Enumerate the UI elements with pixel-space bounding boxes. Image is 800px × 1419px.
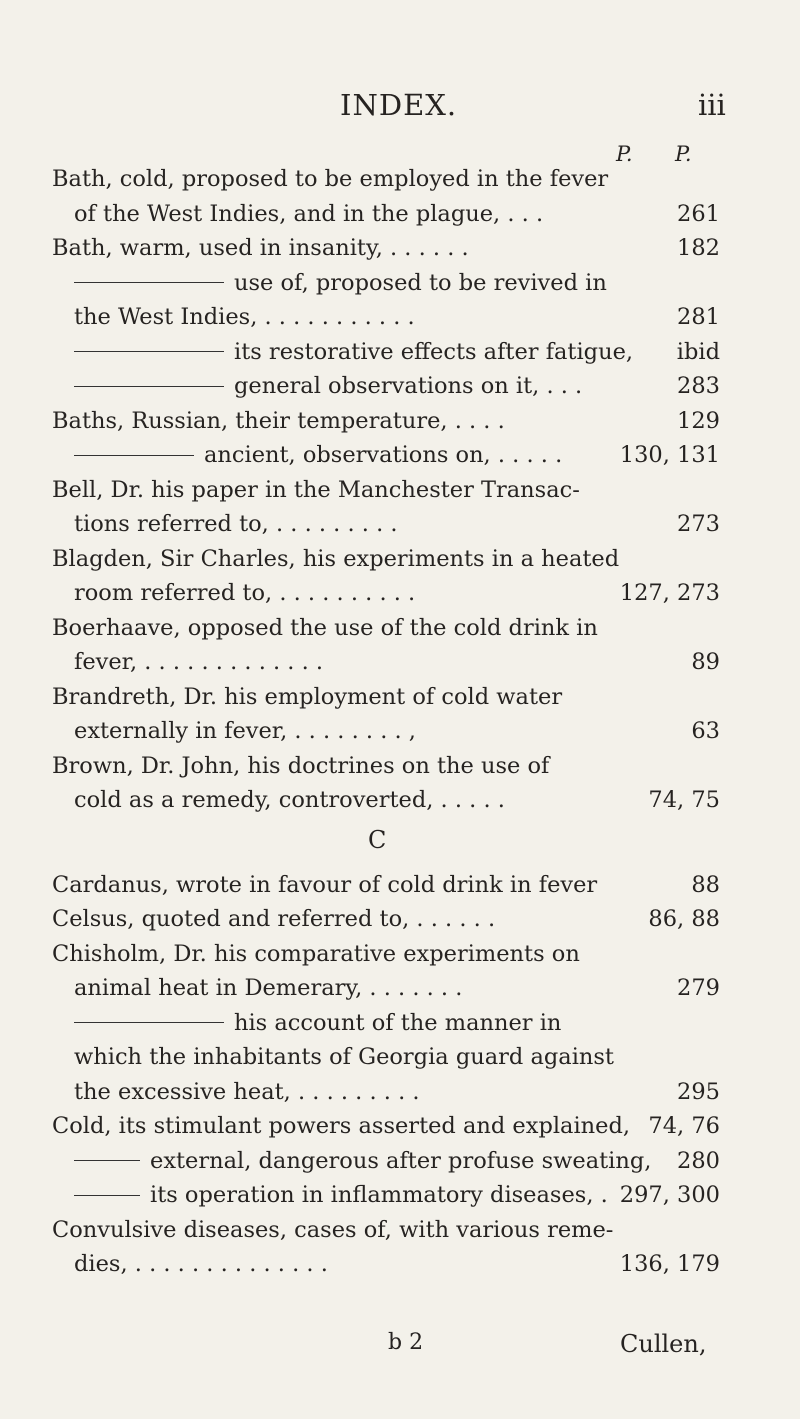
index-entry — [0, 1144, 800, 1179]
entry-text — [74, 1040, 614, 1075]
entry-text — [74, 438, 562, 473]
entry-text — [74, 1006, 561, 1041]
entry-label: Bath, warm, used in insanity, . . . . . . — [52, 235, 469, 261]
entry-page-ref: 279 — [677, 975, 720, 1001]
entry-text — [52, 231, 469, 266]
page-header — [0, 88, 800, 128]
section-letter: C — [368, 825, 387, 854]
entry-label: its operation in inflammatory diseases, . — [150, 1182, 608, 1208]
page-title: INDEX. — [340, 88, 458, 122]
entry-label: cold as a remedy, controverted, . . . . . — [74, 787, 505, 813]
entry-label: dies, . . . . . . . . . . . . . . — [74, 1251, 328, 1277]
entry-text — [74, 369, 582, 404]
entry-text — [52, 902, 495, 937]
entry-text — [52, 162, 608, 197]
entry-label: general observations on it, . . . — [234, 373, 583, 399]
entry-page-ref: 297, 300 — [619, 1182, 720, 1208]
index-entry — [0, 369, 800, 404]
index-entry — [0, 611, 800, 646]
entry-page-ref: 280 — [677, 1147, 720, 1174]
entry-label: Celsus, quoted and referred to, . . . . . . — [52, 906, 496, 932]
entry-label: Chisholm, Dr. his comparative experiments on — [52, 940, 580, 967]
index-entry — [0, 335, 800, 370]
entry-page-ref: 136, 179 — [619, 1251, 720, 1277]
entry-page-ref: 261 — [677, 200, 720, 227]
index-entry — [0, 542, 800, 577]
entry-text — [74, 576, 415, 611]
entry-text — [74, 971, 462, 1006]
entry-label: use of, proposed to be revived in — [234, 269, 607, 296]
entry-label: Convulsive diseases, cases of, with various reme- — [52, 1216, 614, 1243]
index-entry — [0, 937, 800, 972]
entry-label: Bell, Dr. his paper in the Manchester Transac- — [52, 476, 580, 503]
entry-text — [52, 680, 562, 715]
index-entry — [0, 438, 800, 473]
ditto-rule — [74, 351, 224, 352]
entry-label: which the inhabitants of Georgia guard against — [74, 1044, 614, 1070]
ditto-rule — [74, 282, 224, 283]
entry-label: of the West Indies, and in the plague, . . . — [74, 200, 544, 227]
index-entry — [0, 197, 800, 232]
ditto-rule — [74, 386, 224, 387]
entry-page-ref: 74, 76 — [648, 1113, 720, 1139]
index-entry — [0, 1213, 800, 1248]
entry-text — [74, 1144, 651, 1179]
entry-label: Cardanus, wrote in favour of cold drink in fever — [52, 871, 598, 898]
entry-label: the excessive heat, . . . . . . . . . — [74, 1078, 420, 1105]
index-entry — [0, 576, 800, 611]
index-entry — [0, 266, 800, 301]
index-entry — [0, 1006, 800, 1041]
entry-label: room referred to, . . . . . . . . . . — [74, 580, 416, 606]
index-entry — [0, 749, 800, 784]
entry-label: animal heat in Demerary, . . . . . . . — [74, 975, 463, 1001]
entry-page-ref: 182 — [677, 235, 720, 261]
index-entry — [0, 1040, 800, 1075]
ditto-rule — [74, 1160, 140, 1161]
entry-text — [52, 868, 597, 903]
entry-label: Boerhaave, opposed the use of the cold drink in — [52, 614, 598, 641]
ditto-rule — [74, 1022, 224, 1023]
index-entry — [0, 714, 800, 749]
index-entry — [0, 473, 800, 508]
entry-page-ref: 295 — [677, 1078, 720, 1105]
entry-page-ref: 86, 88 — [648, 906, 720, 932]
entry-label: Brown, Dr. John, his doctrines on the use of — [52, 752, 550, 779]
index-entry — [0, 1109, 800, 1144]
entry-text — [74, 1075, 420, 1110]
entry-text — [74, 1178, 608, 1213]
entry-text — [52, 749, 549, 784]
column-heading-page: P. — [675, 142, 692, 166]
entry-label: ancient, observations on, . . . . . — [204, 442, 563, 468]
entry-label: externally in fever, . . . . . . . . , — [74, 718, 416, 744]
index-entry — [0, 868, 800, 903]
index-entry — [0, 1247, 800, 1282]
ditto-rule — [74, 455, 194, 456]
entry-page-ref: 74, 75 — [648, 787, 720, 813]
entry-page-ref: ibid — [676, 338, 720, 365]
index-entry — [0, 680, 800, 715]
entry-label: external, dangerous after profuse sweating, — [150, 1147, 652, 1174]
index-entry — [0, 1075, 800, 1110]
entry-text — [52, 542, 619, 577]
entry-text — [74, 714, 416, 749]
entry-label: Blagden, Sir Charles, his experiments in a heated — [52, 545, 620, 572]
entry-text — [74, 335, 633, 370]
entry-page-ref: 273 — [677, 511, 720, 537]
entry-text — [74, 507, 398, 542]
entry-label: the West Indies, . . . . . . . . . . . — [74, 304, 415, 330]
entry-label: fever, . . . . . . . . . . . . . — [74, 649, 324, 675]
entry-text — [52, 611, 598, 646]
entry-page-ref: 283 — [677, 373, 720, 399]
index-entry — [0, 404, 800, 439]
entry-label: Baths, Russian, their temperature, . . . . — [52, 407, 505, 434]
entry-text — [52, 1109, 630, 1144]
page-number: iii — [698, 88, 726, 122]
entry-text — [74, 783, 505, 818]
entry-label: its restorative effects after fatigue, — [234, 338, 634, 365]
ditto-rule — [74, 1195, 140, 1196]
entry-text — [74, 197, 543, 232]
signature-mark: b 2 — [388, 1330, 424, 1355]
entry-label: Cold, its stimulant powers asserted and explained, — [52, 1113, 631, 1139]
entry-text — [74, 645, 323, 680]
entry-page-ref: 129 — [677, 407, 720, 434]
entry-label: Bath, cold, proposed to be employed in the fever — [52, 166, 609, 192]
index-entries — [0, 162, 800, 1282]
entry-text — [52, 1213, 613, 1248]
entry-text — [52, 473, 580, 508]
entry-text — [74, 300, 415, 335]
index-entry — [0, 971, 800, 1006]
section-heading — [0, 818, 800, 868]
entry-page-ref: 89 — [691, 649, 720, 675]
entry-text — [52, 404, 505, 439]
index-entry — [0, 162, 800, 197]
entry-label: his account of the manner in — [234, 1009, 562, 1036]
entry-page-ref: 130, 131 — [619, 442, 720, 468]
entry-page-ref: 63 — [691, 718, 720, 744]
index-entry — [0, 231, 800, 266]
entry-page-ref: 88 — [691, 871, 720, 898]
entry-text — [74, 1247, 328, 1282]
entry-text — [52, 937, 580, 972]
catchword: Cullen, — [620, 1330, 707, 1358]
index-entry — [0, 300, 800, 335]
index-entry — [0, 507, 800, 542]
entry-label: tions referred to, . . . . . . . . . — [74, 511, 398, 537]
entry-text — [74, 266, 607, 301]
index-entry — [0, 783, 800, 818]
column-heading-page: P. — [616, 142, 633, 166]
entry-label: Brandreth, Dr. his employment of cold water — [52, 683, 563, 710]
index-entry — [0, 1178, 800, 1213]
index-entry — [0, 645, 800, 680]
entry-page-ref: 281 — [677, 304, 720, 330]
entry-page-ref: 127, 273 — [619, 580, 720, 606]
index-entry — [0, 902, 800, 937]
